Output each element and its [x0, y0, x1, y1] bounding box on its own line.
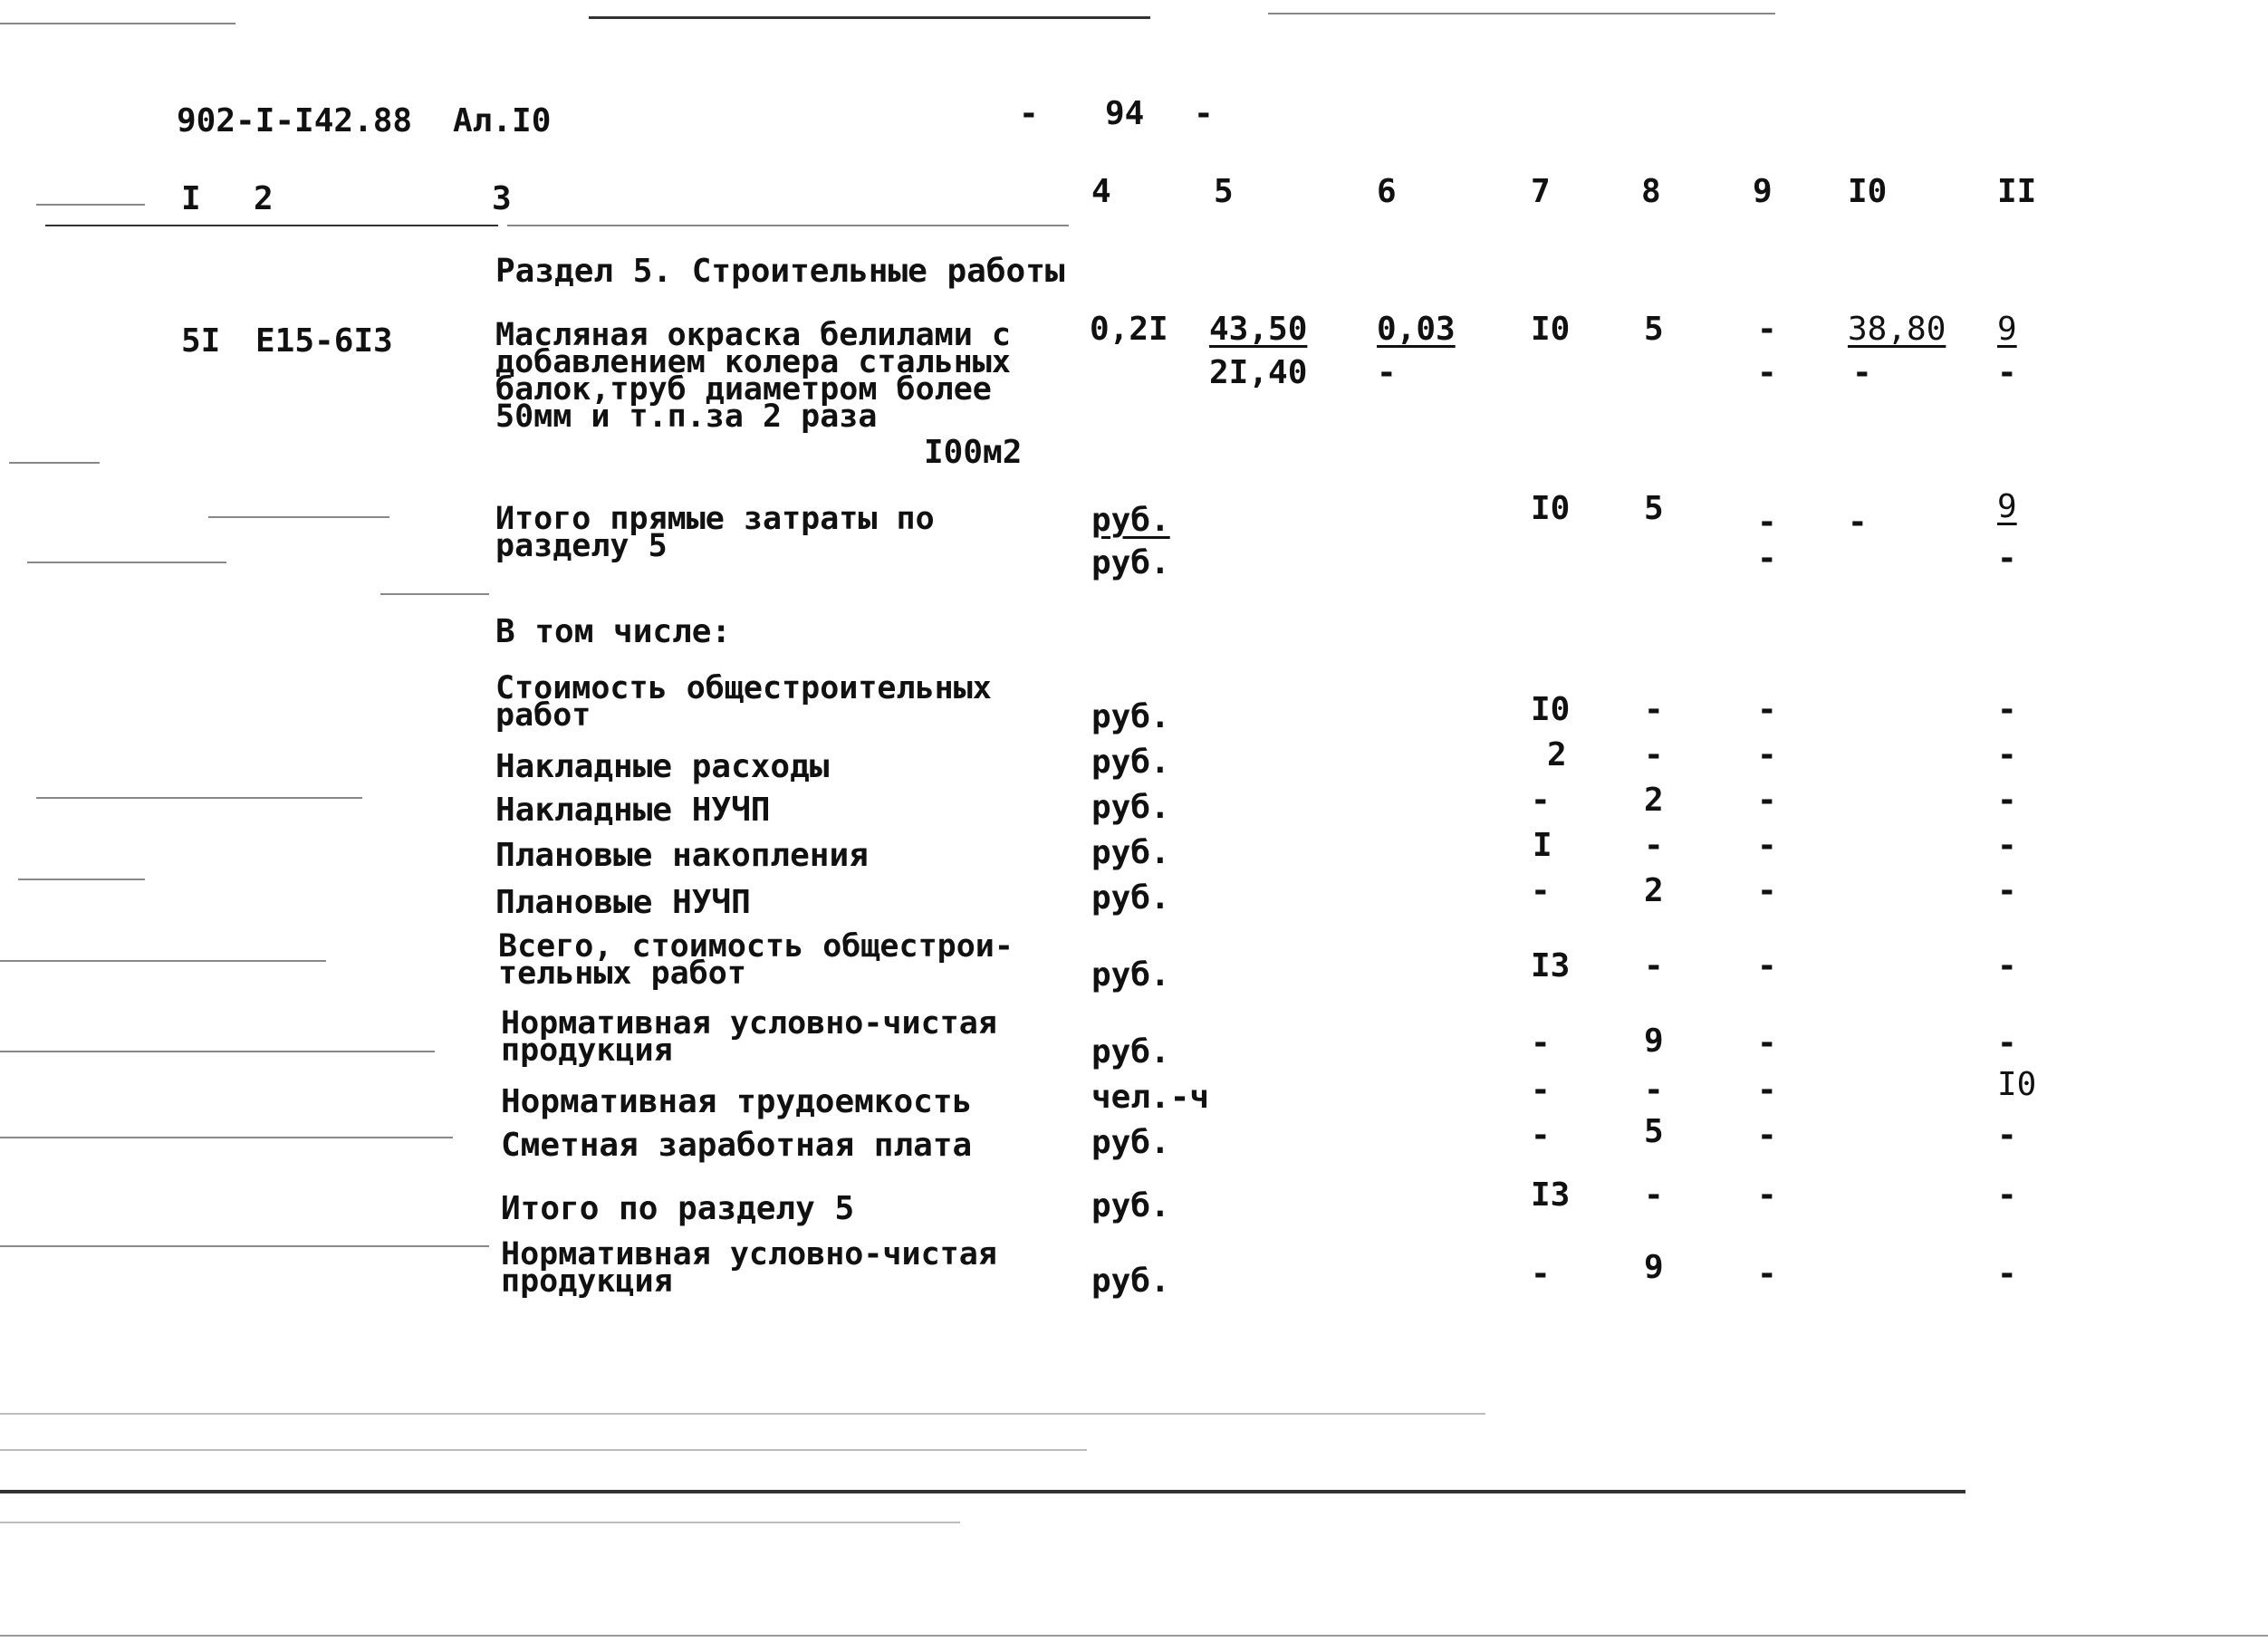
- item-qty: 0,2I: [1090, 311, 1168, 348]
- row-col11: -: [1997, 827, 2017, 864]
- row-col8: -: [1644, 827, 1664, 864]
- scan-noise: [18, 879, 145, 880]
- item-col5-bottom: 2I,40: [1209, 354, 1308, 391]
- item-col5-top: 43,50: [1209, 311, 1308, 348]
- row-unit: руб.: [1091, 1124, 1170, 1161]
- row-unit: руб.: [1091, 1033, 1170, 1071]
- row-unit: руб.: [1091, 1263, 1170, 1300]
- page-bottom-rule: [0, 1635, 2268, 1637]
- row-col11: -: [1997, 691, 2017, 728]
- item-col7: I0: [1531, 311, 1571, 348]
- scan-noise: [36, 204, 145, 206]
- col-header-10: I0: [1848, 173, 1888, 210]
- row-col9: -: [1757, 872, 1777, 909]
- item-col6-bottom: -: [1377, 354, 1397, 391]
- row-col7: -: [1531, 1024, 1551, 1061]
- row-col11: -: [1997, 1024, 2017, 1061]
- row-col9: -: [1757, 1176, 1777, 1214]
- item-number: 5I: [181, 322, 221, 360]
- row-col8: 5: [1644, 1113, 1664, 1150]
- row-col9: -: [1757, 1071, 1777, 1109]
- row-col9: -: [1757, 947, 1777, 984]
- row-unit: руб.: [1091, 956, 1170, 994]
- total-direct-col9-bottom: -: [1757, 540, 1777, 577]
- row-col7: I0: [1531, 691, 1571, 728]
- row-col8: 2: [1644, 872, 1664, 909]
- row-label: Накладные расходы: [495, 748, 830, 785]
- total-direct-col7: I0: [1531, 490, 1571, 527]
- page-number: 94: [1105, 95, 1145, 132]
- row-col8: -: [1644, 1176, 1664, 1214]
- row-unit: руб.: [1091, 834, 1170, 871]
- col-header-6: 6: [1377, 173, 1397, 210]
- row-label: Итого по разделу 5: [501, 1190, 855, 1227]
- row-col7: -: [1531, 1071, 1551, 1109]
- header-underline: [507, 225, 1069, 226]
- scan-noise: [380, 593, 489, 595]
- scan-noise: [208, 516, 389, 518]
- item-col9-bottom: -: [1757, 354, 1777, 391]
- total-direct-unit-1: руб.: [1091, 502, 1170, 539]
- row-label: Нормативная трудоемкость: [501, 1083, 973, 1120]
- row-col7: I: [1533, 827, 1552, 864]
- total-direct-col11-top: 9: [1997, 488, 2017, 525]
- item-code: Е15-6I3: [255, 322, 393, 360]
- row-col9: -: [1757, 782, 1777, 819]
- row-col7: -: [1531, 872, 1551, 909]
- scan-noise: [0, 960, 326, 962]
- row-unit: чел.-ч: [1091, 1079, 1210, 1116]
- row-col7: -: [1531, 782, 1551, 819]
- row-label: Сметная заработная плата: [501, 1127, 973, 1164]
- col-header-7: 7: [1531, 173, 1551, 210]
- total-direct-col8: 5: [1644, 490, 1664, 527]
- bottom-rule: [0, 1490, 1965, 1493]
- row-label: Нормативная условно-чистая продукция: [501, 1005, 997, 1069]
- row-label: Накладные НУЧП: [495, 792, 771, 829]
- row-col9: -: [1757, 736, 1777, 773]
- col-header-3: 3: [492, 180, 512, 217]
- col-header-4: 4: [1091, 173, 1111, 210]
- row-label: Всего, стоимость общестрои- тельных работ: [498, 928, 1014, 992]
- row-unit: руб.: [1091, 1187, 1170, 1224]
- row-label: Плановые накопления: [495, 837, 869, 874]
- scan-noise: [0, 1413, 1485, 1415]
- scan-noise: [0, 23, 235, 24]
- row-col11: -: [1997, 1255, 2017, 1292]
- row-col8: -: [1644, 1071, 1664, 1109]
- item-col10-bottom: -: [1852, 354, 1872, 391]
- row-col9: -: [1757, 1117, 1777, 1154]
- col-header-1: I: [181, 180, 201, 217]
- total-direct-col10: -: [1848, 504, 1868, 541]
- item-col10-top: 38,80: [1848, 311, 1946, 348]
- col-header-5: 5: [1214, 173, 1234, 210]
- sheet-label: Ал.I0: [453, 102, 552, 139]
- page-dash-left: -: [1019, 95, 1039, 132]
- scan-noise: [27, 562, 226, 563]
- page-dash-right: -: [1194, 95, 1214, 132]
- row-col11: -: [1997, 782, 2017, 819]
- row-col8: -: [1644, 947, 1664, 984]
- row-col7: I3: [1531, 947, 1571, 984]
- including-label: В том числе:: [495, 613, 732, 650]
- col-header-2: 2: [254, 180, 274, 217]
- scan-noise: [0, 1051, 435, 1052]
- col-header-8: 8: [1641, 173, 1661, 210]
- row-col9: -: [1757, 827, 1777, 864]
- row-col8: 2: [1644, 782, 1664, 819]
- row-col9: -: [1757, 1024, 1777, 1061]
- scan-noise: [0, 1522, 960, 1523]
- row-col9: -: [1757, 691, 1777, 728]
- row-col11: -: [1997, 736, 2017, 773]
- row-col8: 9: [1644, 1249, 1664, 1286]
- scan-noise: [0, 1449, 1087, 1451]
- total-direct-col9-top: -: [1757, 504, 1777, 541]
- row-col11: -: [1997, 872, 2017, 909]
- scan-noise: [1268, 13, 1775, 14]
- row-label: Нормативная условно-чистая продукция: [501, 1236, 997, 1300]
- item-col11-top: 9: [1997, 311, 2017, 348]
- row-col8: 9: [1644, 1023, 1664, 1060]
- row-col11: -: [1997, 1117, 2017, 1154]
- row-col9: -: [1757, 1255, 1777, 1292]
- item-description: Масляная окраска белилами с добавлением колера стальных балок,труб диаметром более 50мм и т.п.за 2 раза: [495, 317, 1011, 435]
- scan-noise: [0, 1137, 453, 1138]
- total-direct-label: Итого прямые затраты по разделу 5: [495, 501, 935, 564]
- col-header-9: 9: [1753, 173, 1773, 210]
- row-unit: руб.: [1091, 698, 1170, 735]
- row-col11: -: [1997, 947, 2017, 984]
- total-direct-col11-bottom: -: [1997, 540, 2017, 577]
- total-direct-unit-2: руб.: [1091, 544, 1170, 581]
- scan-noise: [9, 462, 100, 464]
- item-col8: 5: [1644, 311, 1664, 348]
- row-label: Стоимость общестроительных работ: [495, 670, 992, 734]
- row-col7: 2: [1547, 736, 1567, 773]
- item-col11-bottom: -: [1997, 354, 2017, 391]
- section-title: Раздел 5. Строительные работы: [495, 253, 1065, 290]
- header-underline: [45, 225, 498, 226]
- top-rule: [589, 16, 1150, 19]
- doc-code: 902-I-I42.88: [177, 102, 413, 139]
- item-unit: I00м2: [924, 434, 1023, 471]
- row-col7: I3: [1531, 1176, 1571, 1214]
- item-col6-top: 0,03: [1377, 311, 1456, 348]
- row-col7: -: [1531, 1117, 1551, 1154]
- row-col11: I0: [1997, 1066, 2037, 1103]
- row-col11: -: [1997, 1176, 2017, 1214]
- row-unit: руб.: [1091, 744, 1170, 781]
- row-col8: -: [1644, 736, 1664, 773]
- item-col9-top: -: [1757, 311, 1777, 348]
- col-header-11: II: [1997, 173, 2037, 210]
- scan-noise: [0, 1245, 489, 1247]
- scan-noise: [36, 797, 362, 799]
- row-unit: руб.: [1091, 879, 1170, 917]
- row-unit: руб.: [1091, 789, 1170, 826]
- row-label: Плановые НУЧП: [495, 884, 751, 921]
- row-col8: -: [1644, 691, 1664, 728]
- row-col7: -: [1531, 1255, 1551, 1292]
